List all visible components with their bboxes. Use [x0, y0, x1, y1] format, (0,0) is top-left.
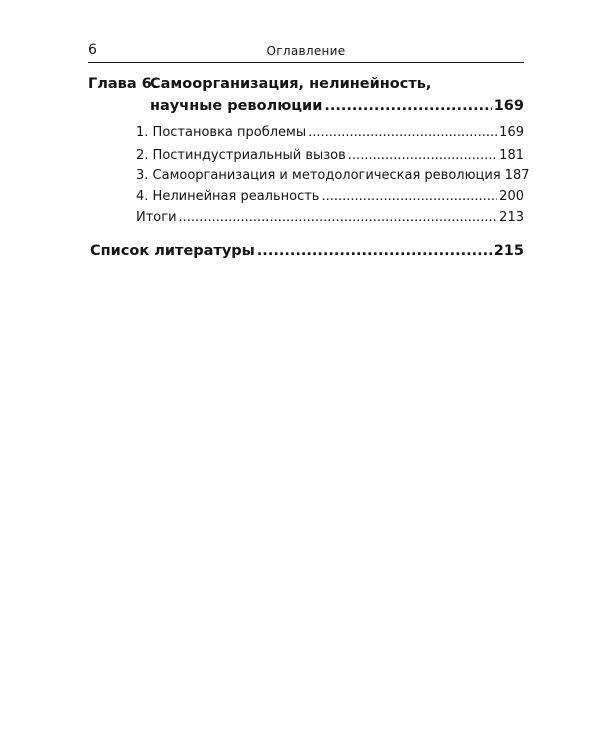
leader-dots	[348, 148, 497, 163]
section-number: 2.	[136, 148, 149, 163]
toc-entry[interactable]	[136, 148, 524, 163]
section-title: Нелинейная реальность	[152, 189, 320, 204]
chapter-heading-line2[interactable]	[150, 98, 524, 114]
section-number: 4.	[136, 189, 149, 204]
chapter-prefix: Глава 6.	[88, 76, 158, 92]
leader-dots	[308, 125, 497, 140]
leader-dots	[324, 98, 491, 114]
section-page: 169	[499, 125, 524, 140]
leader-dots	[257, 243, 492, 259]
toc-entry[interactable]	[136, 168, 530, 183]
chapter-title-line1: Самоорганизация, нелинейность,	[150, 76, 432, 92]
chapter-page: 169	[493, 98, 524, 114]
leader-dots	[179, 210, 498, 225]
toc-entry[interactable]	[136, 189, 524, 204]
section-title: Постиндустриальный вызов	[152, 148, 346, 163]
running-title: Оглавление	[266, 44, 346, 58]
section-page: 200	[499, 189, 524, 204]
page-header	[88, 36, 524, 63]
section-page: 181	[499, 148, 524, 163]
page-number: 6	[88, 42, 97, 58]
leader-dots	[321, 189, 497, 204]
chapter-heading-line1[interactable]	[88, 76, 528, 92]
summary-page: 213	[499, 210, 524, 225]
toc-entry-summary[interactable]	[136, 210, 524, 225]
toc-entry-bibliography[interactable]	[90, 243, 524, 259]
chapter-title-line2: научные революции	[150, 98, 323, 114]
section-page: 187	[504, 168, 530, 183]
toc-entry[interactable]	[136, 125, 524, 140]
summary-title: Итоги	[136, 210, 177, 225]
section-number: 3.	[136, 168, 149, 183]
section-title: Самоорганизация и методологическая революция	[152, 168, 501, 183]
bibliography-page: 215	[493, 243, 524, 259]
section-title: Постановка проблемы	[152, 125, 307, 140]
section-number: 1.	[136, 125, 149, 140]
bibliography-title: Список литературы	[90, 243, 255, 259]
